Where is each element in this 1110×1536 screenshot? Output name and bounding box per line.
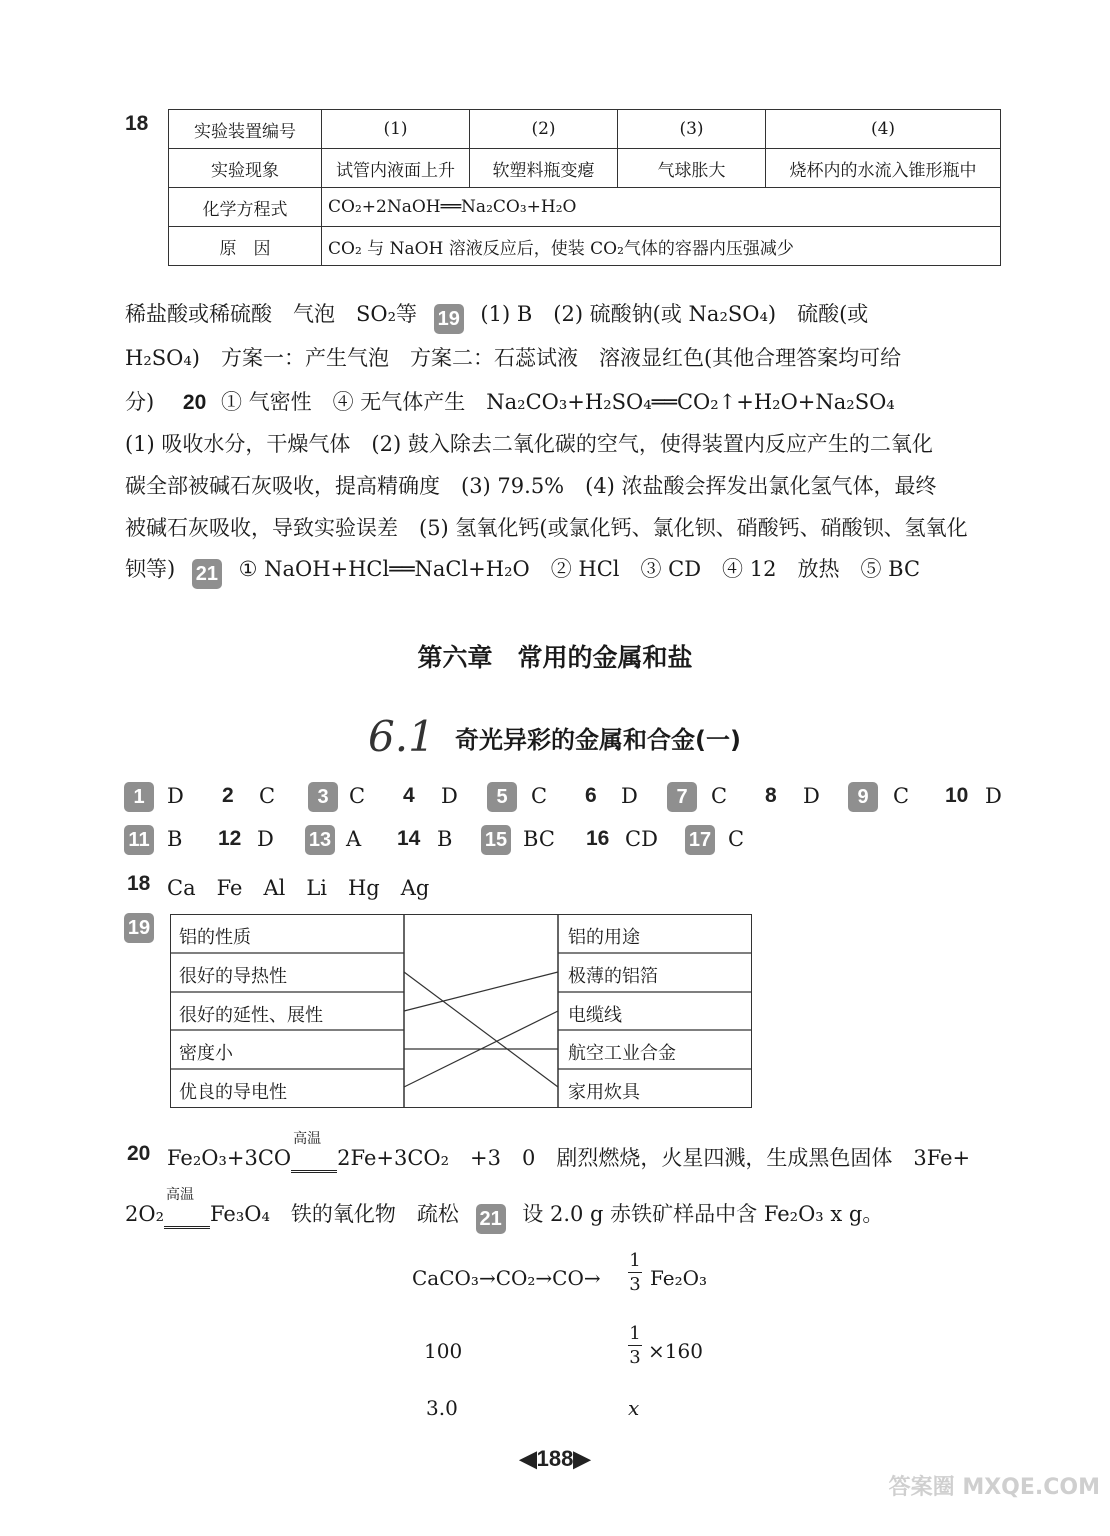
- question-number-18b: 18: [127, 872, 151, 895]
- table-cell: 实验现象: [169, 149, 322, 188]
- answer-line: [125, 386, 895, 416]
- answer-line: 被碱石灰吸收，导致实验误差 (5) 氢氧化钙(或氯化钙、氯化钡、硝酸钙、硝酸钡、氢氧化: [125, 516, 968, 540]
- reaction-chain: CaCO₃→CO₂→CO→: [412, 1266, 601, 1290]
- answer: D: [621, 784, 638, 808]
- answer: D: [257, 827, 274, 851]
- answer-text: Fe₂O₃+3CO: [167, 1146, 292, 1170]
- answer-text: Fe₃O₄ 铁的氧化物 疏松: [210, 1202, 459, 1226]
- answer: Ca Fe Al Li Hg Ag: [167, 876, 430, 900]
- table-cell: (1): [322, 110, 470, 149]
- match-line: [404, 972, 558, 1087]
- reaction-arrow: [291, 1131, 337, 1173]
- chain-tail: Fe₂O₃: [650, 1266, 708, 1290]
- left-cell: 很好的导热性: [179, 966, 287, 987]
- left-cell: 优良的导电性: [179, 1082, 287, 1103]
- answer: BC: [523, 827, 555, 851]
- question-badge-21: 21: [192, 559, 222, 589]
- answer-text: 分): [125, 390, 155, 414]
- calc-value: 100: [424, 1339, 463, 1363]
- calc-value: ×160: [648, 1339, 703, 1363]
- answer-text: 2O₂: [125, 1202, 164, 1226]
- table-cell: (2): [470, 110, 618, 149]
- left-cell: 很好的延性、展性: [179, 1005, 323, 1026]
- calc-value: x: [628, 1396, 640, 1420]
- section-title: 奇光异彩的金属和合金(一): [455, 726, 741, 754]
- answer: A: [346, 827, 362, 851]
- question-number-4: 4: [403, 784, 415, 807]
- question-number-20b: 20: [127, 1142, 151, 1165]
- condition-text: 高温: [166, 1187, 194, 1203]
- right-cell: 极薄的铝箔: [568, 966, 658, 987]
- answer: D: [803, 784, 820, 808]
- question-badge-9: 9: [848, 782, 878, 812]
- answer-text: 2Fe+3CO₂ +3 0 剧烈燃烧，火星四溅，生成黑色固体 3Fe+: [337, 1146, 971, 1170]
- answer-text: ① 气密性 ④ 无气体产生 Na₂CO₃+H₂SO₄══CO₂↑+H₂O+Na₂SO₄: [220, 390, 895, 414]
- answer-line: H₂SO₄) 方案一：产生气泡 方案二：石蕊试液 溶液显红色(其他合理答案均可给: [125, 346, 902, 370]
- answer-text: 设 2.0 g 赤铁矿样品中含 Fe₂O₃ x g。: [522, 1202, 884, 1226]
- table-cell: 软塑料瓶变瘪: [470, 149, 618, 188]
- question-badge-17: 17: [685, 825, 715, 855]
- question-badge-1: 1: [124, 782, 154, 812]
- table-cell: (3): [618, 110, 766, 149]
- matching-diagram: [170, 914, 752, 1108]
- fraction-denominator: 3: [629, 1347, 641, 1368]
- answer: D: [167, 784, 184, 808]
- fraction-numerator: 1: [629, 1323, 641, 1344]
- page-number-text: 188: [536, 1446, 574, 1471]
- question-number-2: 2: [222, 784, 234, 807]
- question-number-14: 14: [397, 827, 421, 850]
- answer: C: [259, 784, 276, 808]
- question-number-10: 10: [945, 784, 969, 807]
- answer-line: (1) 吸收水分，干燥气体 (2) 鼓入除去二氧化碳的空气，使得装置内反应产生的二氧化: [125, 432, 933, 456]
- left-cell: 密度小: [179, 1043, 233, 1064]
- question-number-12: 12: [218, 827, 242, 850]
- question-number-20: 20: [182, 391, 207, 414]
- table-cell: 原 因: [169, 227, 322, 266]
- fraction-bar: [628, 1345, 642, 1346]
- watermark: 答案圈 MXQE.COM: [888, 1475, 1100, 1500]
- answer: C: [711, 784, 728, 808]
- table-row: [169, 110, 1001, 149]
- equation-cell: CO₂+2NaOH══Na₂CO₃+H₂O: [322, 188, 1001, 227]
- section-number: 6.1: [368, 712, 435, 761]
- question-number-6: 6: [585, 784, 597, 807]
- table-cell: 烧杯内的水流入锥形瓶中: [766, 149, 1001, 188]
- experiment-table: [168, 109, 1001, 266]
- question-badge-3: 3: [308, 782, 338, 812]
- right-cell: 铝的用途: [568, 927, 640, 948]
- answer: CD: [625, 827, 658, 851]
- question-badge-13: 13: [305, 825, 335, 855]
- question-number-8: 8: [765, 784, 777, 807]
- answer: B: [167, 827, 183, 851]
- answer: C: [531, 784, 548, 808]
- answer: B: [437, 827, 453, 851]
- answer-line: 碳全部被碱石灰吸收，提高精确度 (3) 79.5% (4) 浓盐酸会挥发出氯化氢气体，最终: [125, 474, 937, 498]
- answer-line: [125, 1187, 884, 1230]
- table-row: [169, 227, 1001, 266]
- reason-cell: CO₂ 与 NaOH 溶液反应后，使装 CO₂气体的容器内压强减少: [322, 227, 1001, 266]
- answer: D: [985, 784, 1002, 808]
- table-row: [169, 149, 1001, 188]
- condition-text: 高温: [293, 1131, 322, 1147]
- question-badge-11: 11: [124, 825, 154, 855]
- answer: C: [349, 784, 366, 808]
- answer-line: [125, 553, 920, 585]
- answer: D: [441, 784, 458, 808]
- calc-value: 3.0: [426, 1396, 458, 1420]
- right-cell: 家用炊具: [568, 1082, 640, 1103]
- answer-text: (1) B (2) 硫酸钠(或 Na₂SO₄) 硫酸(或: [480, 302, 869, 326]
- answer-text: 稀盐酸或稀硫酸 气泡 SO₂等: [125, 302, 418, 326]
- answer-line: [125, 298, 868, 330]
- table-row: [169, 188, 1001, 227]
- answer-line: [167, 1131, 971, 1173]
- page-number: ◀188▶: [519, 1446, 591, 1471]
- chapter-title: 第六章 常用的金属和盐: [417, 643, 693, 672]
- right-cell: 航空工业合金: [568, 1043, 676, 1064]
- left-cell: 铝的性质: [179, 927, 251, 948]
- right-cell: 电缆线: [568, 1005, 622, 1026]
- table-cell: (4): [766, 110, 1001, 149]
- question-badge-15: 15: [481, 825, 511, 855]
- table-cell: 实验装置编号: [169, 110, 322, 149]
- answer: C: [728, 827, 745, 851]
- fraction: [628, 1323, 642, 1368]
- match-line: [404, 972, 558, 1011]
- table-cell: 化学方程式: [169, 188, 322, 227]
- fraction: [628, 1250, 642, 1295]
- answer-text: 钡等): [125, 557, 176, 581]
- fraction-numerator: 1: [629, 1250, 641, 1271]
- table-cell: 气球胀大: [618, 149, 766, 188]
- answer: C: [893, 784, 910, 808]
- question-badge-7: 7: [667, 782, 697, 812]
- fraction-denominator: 3: [629, 1274, 641, 1295]
- question-badge-21b: 21: [476, 1204, 506, 1234]
- question-badge-19b: 19: [124, 913, 154, 943]
- question-badge-19: 19: [434, 304, 464, 334]
- table-cell: 试管内液面上升: [322, 149, 470, 188]
- question-badge-5: 5: [487, 782, 517, 812]
- fraction-bar: [628, 1272, 642, 1273]
- reaction-arrow: [164, 1187, 210, 1229]
- question-number-16: 16: [586, 827, 610, 850]
- question-number-18: 18: [125, 112, 149, 135]
- answer-text: ① NaOH+HCl══NaCl+H₂O ② HCl ③ CD ④ 12 放热 ⑤ BC: [238, 557, 921, 581]
